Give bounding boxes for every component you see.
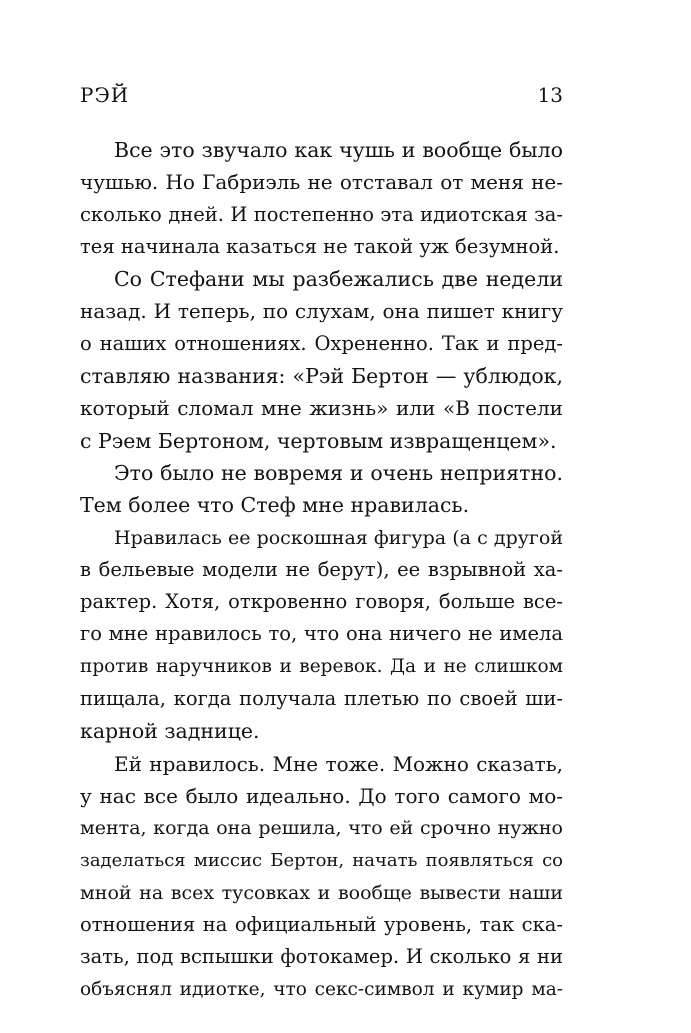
text-line: ставляю названия: «Рэй Бертон — ублюдок, <box>80 364 563 389</box>
text-line: рактер. Хотя, откровенно говоря, больше все- <box>80 590 563 614</box>
text-line: тея начинала казаться не такой уж безумной. <box>80 234 560 258</box>
running-head <box>80 80 563 110</box>
text-line: назад. И теперь, по слухам, она пишет книгу <box>80 299 563 324</box>
text-line: Нравилась ее роскошная фигура (а с другой <box>114 526 563 549</box>
text-line: мной на всех тусовках и вообще вывести наши <box>80 881 563 904</box>
text-line: с Рэем Бертоном, чертовым извращенцем». <box>80 428 557 453</box>
text-line: карной заднице. <box>80 719 260 744</box>
text-line: зать, под вспышки фотокамер. И сколько я ни <box>80 945 563 969</box>
text-line: мента, когда она решила, что ей срочно нужно <box>80 817 563 840</box>
text-line: который сломал мне жизнь» или «В постели <box>80 396 563 421</box>
text-line: Со Стефани мы разбежались две недели <box>114 267 563 292</box>
chapter-title: РЭЙ <box>80 83 130 107</box>
text-line: Ей нравилось. Мне тоже. Можно сказать, <box>114 751 563 776</box>
paragraph <box>80 522 563 748</box>
text-line: Это было не вовремя и очень неприятно. <box>114 460 563 485</box>
text-line: в бельевые модели не берут), ее взрывной ха- <box>80 557 563 581</box>
text-line: о наших отношениях. Охрененно. Так и пред- <box>80 331 563 355</box>
text-line: Все это звучало как чушь и вообще было <box>114 138 563 162</box>
body-text <box>80 134 563 1006</box>
text-line: против наручников и веревок. Да и не слишком <box>80 655 563 677</box>
text-line: го мне нравилось то, что она ничего не имела <box>80 622 563 646</box>
text-line: отношения на официальный уровень, так ска- <box>80 913 563 937</box>
text-line: Тем более что Стеф мне нравилась. <box>80 493 470 518</box>
paragraph <box>80 263 563 457</box>
text-line: чушью. Но Габриэль не отставал от меня не- <box>80 170 563 195</box>
paragraph <box>80 134 563 263</box>
text-line: объяснял идиотке, что секс-символ и кумир ма- <box>80 978 563 1000</box>
paragraph <box>80 457 563 522</box>
text-line: пищала, когда получала плетью по своей ши- <box>80 687 563 711</box>
paragraph <box>80 748 563 1006</box>
text-line: у нас все было идеально. До того самого мо- <box>80 783 563 808</box>
text-line: сколько дней. И постепенно эта идиотская за- <box>80 202 563 226</box>
text-line: заделаться миссис Бертон, начать появляться со <box>80 849 563 871</box>
page-number: 13 <box>537 83 563 107</box>
